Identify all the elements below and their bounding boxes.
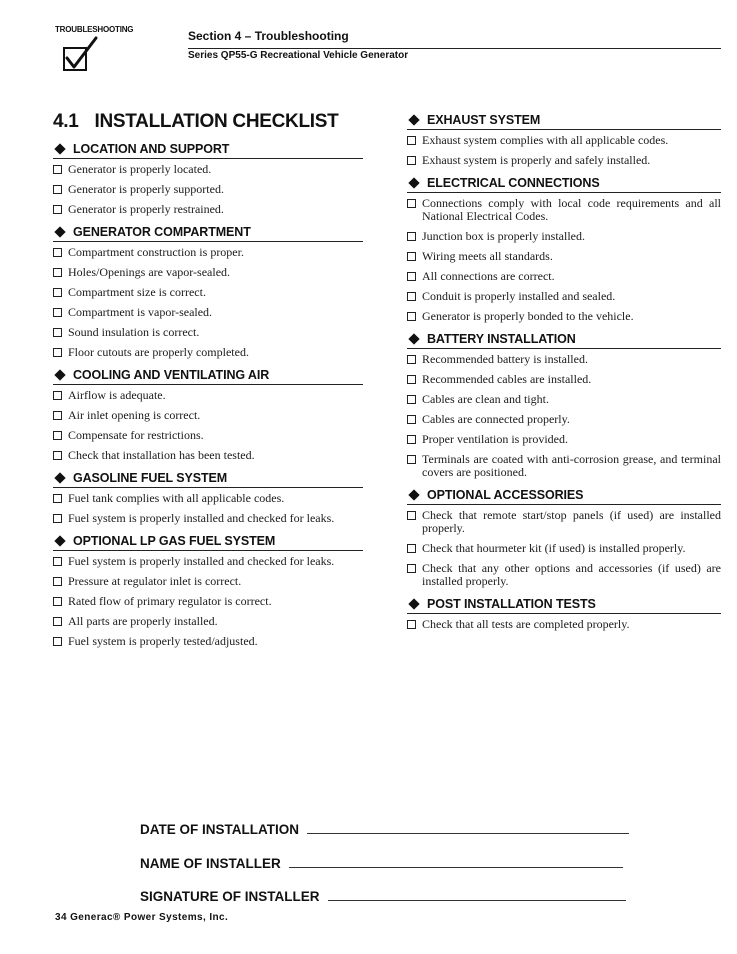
checklist-item [53, 449, 363, 462]
section-optional-lp-gas-fuel-system [53, 534, 363, 648]
diamond-bullet-icon [54, 143, 65, 154]
section-heading-text: BATTERY INSTALLATION [427, 332, 576, 346]
checkbox[interactable] [53, 248, 62, 257]
section-heading-text: POST INSTALLATION TESTS [427, 597, 596, 611]
section-heading [53, 471, 363, 488]
diamond-bullet-icon [408, 598, 419, 609]
left-column [53, 142, 363, 657]
checklist-item-text: Check that remote start/stop panels (if used) are installed properly. [422, 508, 721, 535]
checklist-item-text: Generator is properly restrained. [68, 202, 224, 216]
checklist-item [407, 353, 721, 366]
checklist-item [53, 635, 363, 648]
section-heading-text: GASOLINE FUEL SYSTEM [73, 471, 228, 485]
section-heading [407, 176, 721, 193]
section-exhaust-system [407, 113, 721, 167]
checklist-item-text: Exhaust system complies with all applicable codes. [422, 133, 669, 147]
diamond-bullet-icon [408, 114, 419, 125]
diamond-bullet-icon [54, 369, 65, 380]
section-battery-installation [407, 332, 721, 479]
checklist-item [407, 134, 721, 147]
page-title-text: INSTALLATION CHECKLIST [94, 111, 339, 132]
section-heading-text: ELECTRICAL CONNECTIONS [427, 176, 600, 190]
diamond-bullet-icon [54, 472, 65, 483]
checkbox[interactable] [53, 348, 62, 357]
checklist-item [53, 512, 363, 525]
checkbox[interactable] [53, 288, 62, 297]
section-heading [407, 488, 721, 505]
checklist-item [53, 615, 363, 628]
checklist-item-text: Floor cutouts are properly completed. [68, 345, 249, 359]
right-column [407, 113, 721, 640]
checkbox[interactable] [407, 232, 416, 241]
section-heading-text: COOLING AND VENTILATING AIR [73, 368, 270, 382]
checkbox[interactable] [53, 451, 62, 460]
section-heading [407, 597, 721, 614]
name-of-installer-label: NAME OF INSTALLER [140, 856, 281, 871]
checklist-item-text: Check that all tests are completed properly. [422, 617, 630, 631]
checklist-item [407, 562, 721, 588]
checkbox[interactable] [407, 136, 416, 145]
checklist-item [53, 246, 363, 259]
checkbox[interactable] [53, 617, 62, 626]
section-tab-label: TROUBLESHOOTING [55, 25, 134, 34]
checklist-item [407, 433, 721, 446]
checklist-item [407, 154, 721, 167]
checklist-item-text: Junction box is properly installed. [422, 229, 585, 243]
checklist-item-text: Generator is properly supported. [68, 182, 224, 196]
checklist-item [53, 163, 363, 176]
checklist-item-text: Generator is properly bonded to the vehicle. [422, 309, 634, 323]
checkbox[interactable] [407, 252, 416, 261]
checklist-item-text: Check that hourmeter kit (if used) is installed properly. [422, 541, 686, 555]
checklist-item-text: Proper ventilation is provided. [422, 432, 568, 446]
checklist-item [407, 230, 721, 243]
section-heading-text: LOCATION AND SUPPORT [73, 142, 230, 156]
signature-of-installer-line[interactable] [328, 900, 626, 901]
checklist-item-text: Wiring meets all standards. [422, 249, 553, 263]
checkbox[interactable] [407, 564, 416, 573]
page-footer: 34 Generac® Power Systems, Inc. [55, 912, 229, 923]
section-heading [53, 534, 363, 551]
checklist-item [53, 429, 363, 442]
diamond-bullet-icon [408, 489, 419, 500]
checklist-item [53, 346, 363, 359]
section-heading-text: OPTIONAL ACCESSORIES [427, 488, 584, 502]
section-heading [53, 142, 363, 159]
section-heading-text: GENERATOR COMPARTMENT [73, 225, 251, 239]
checkbox[interactable] [53, 514, 62, 523]
section-heading-text: EXHAUST SYSTEM [427, 113, 541, 127]
checkbox[interactable] [407, 199, 416, 208]
checklist-item-text: Cables are clean and tight. [422, 392, 549, 406]
checklist-item [53, 409, 363, 422]
checklist-item [53, 492, 363, 505]
checklist-item-text: Fuel system is properly installed and checked for leaks. [68, 511, 335, 525]
page-title-number: 4.1 [53, 111, 79, 132]
checkbox[interactable] [407, 455, 416, 464]
checkbox[interactable] [407, 355, 416, 364]
date-of-installation-line[interactable] [307, 833, 629, 834]
checklist-item-text: Check that installation has been tested. [68, 448, 255, 462]
checklist-item [407, 542, 721, 555]
section-optional-accessories [407, 488, 721, 588]
section-electrical-connections [407, 176, 721, 323]
section-generator-compartment [53, 225, 363, 359]
checkbox[interactable] [53, 577, 62, 586]
checklist-item-text: Check that any other options and accessories (if used) are installed properly. [422, 561, 721, 588]
checklist-item [53, 326, 363, 339]
checklist-item [407, 197, 721, 223]
checkbox[interactable] [53, 308, 62, 317]
checklist-item-text: Compartment is vapor-sealed. [68, 305, 213, 319]
section-post-installation-tests [407, 597, 721, 631]
section-heading [53, 368, 363, 385]
name-of-installer-line[interactable] [289, 867, 623, 868]
section-gasoline-fuel-system [53, 471, 363, 525]
diamond-bullet-icon [408, 333, 419, 344]
checklist-item [407, 413, 721, 426]
checkbox[interactable] [407, 312, 416, 321]
date-of-installation-label: DATE OF INSTALLATION [140, 822, 299, 837]
checkbox[interactable] [53, 411, 62, 420]
diamond-bullet-icon [54, 226, 65, 237]
checklist-item-text: Holes/Openings are vapor-sealed. [68, 265, 231, 279]
checkbox[interactable] [53, 597, 62, 606]
section-heading [53, 225, 363, 242]
section-title: Section 4 – Troubleshooting [188, 29, 349, 43]
checklist-item-text: Airflow is adequate. [68, 388, 166, 402]
page-title [53, 111, 338, 133]
checklist-item-text: Exhaust system is properly and safely installed. [422, 153, 651, 167]
checkbox[interactable] [407, 156, 416, 165]
checklist-item [407, 270, 721, 283]
checklist-item-text: Fuel tank complies with all applicable codes. [68, 491, 285, 505]
checklist-item [407, 310, 721, 323]
checklist-item-text: Sound insulation is correct. [68, 325, 200, 339]
checkbox[interactable] [53, 557, 62, 566]
checklist-item [407, 393, 721, 406]
checklist-item-text: Compensate for restrictions. [68, 428, 204, 442]
checklist-item-text: All parts are properly installed. [68, 614, 218, 628]
checklist-item [53, 575, 363, 588]
checklist-item [53, 266, 363, 279]
signature-of-installer-label: SIGNATURE OF INSTALLER [140, 889, 320, 904]
checklist-item-text: Compartment size is correct. [68, 285, 206, 299]
checklist-item [407, 373, 721, 386]
checklist-item [53, 183, 363, 196]
checkbox[interactable] [407, 511, 416, 520]
checklist-item-text: Generator is properly located. [68, 162, 212, 176]
checkbox[interactable] [407, 620, 416, 629]
checkbox[interactable] [53, 328, 62, 337]
checklist-item-text: Recommended cables are installed. [422, 372, 592, 386]
checklist-item [53, 306, 363, 319]
checklist-item [407, 290, 721, 303]
name-of-installer-row [140, 856, 623, 871]
checklist-item [53, 595, 363, 608]
checklist-item [53, 389, 363, 402]
diamond-bullet-icon [54, 535, 65, 546]
checklist-item [407, 250, 721, 263]
checkbox[interactable] [407, 415, 416, 424]
checklist-item-text: Fuel system is properly installed and checked for leaks. [68, 554, 335, 568]
signature-of-installer-row [140, 889, 626, 904]
checklist-item-text: Air inlet opening is correct. [68, 408, 201, 422]
checklist-item-text: Cables are connected properly. [422, 412, 570, 426]
checkbox[interactable] [53, 165, 62, 174]
checkbox[interactable] [53, 205, 62, 214]
series-title: Series QP55-G Recreational Vehicle Generator [188, 50, 409, 61]
section-heading [407, 332, 721, 349]
checklist-item [53, 286, 363, 299]
checklist-item-text: Pressure at regulator inlet is correct. [68, 574, 242, 588]
checkbox[interactable] [53, 185, 62, 194]
checklist-item [53, 203, 363, 216]
section-location-and-support [53, 142, 363, 216]
checklist-item-text: Fuel system is properly tested/adjusted. [68, 634, 258, 648]
checkbox[interactable] [407, 544, 416, 553]
checkbox[interactable] [53, 494, 62, 503]
checklist-item-text: Rated flow of primary regulator is correct. [68, 594, 272, 608]
checkbox[interactable] [407, 272, 416, 281]
section-cooling-and-ventilating-air [53, 368, 363, 462]
diamond-bullet-icon [408, 177, 419, 188]
section-heading-text: OPTIONAL LP GAS FUEL SYSTEM [73, 534, 276, 548]
checklist-item-text: Terminals are coated with anti-corrosion grease, and terminal covers are positioned. [422, 452, 721, 479]
checklist-item-text: Connections comply with local code requirements and all National Electrical Codes. [422, 196, 721, 223]
checklist-item-text: Conduit is properly installed and sealed. [422, 289, 616, 303]
checkbox[interactable] [407, 435, 416, 444]
checklist-item [53, 555, 363, 568]
checklist-item [407, 453, 721, 479]
checklist-item [407, 509, 721, 535]
checkmark-box-icon [60, 36, 102, 74]
checklist-item [407, 618, 721, 631]
date-of-installation-row [140, 822, 629, 837]
section-heading [407, 113, 721, 130]
checkbox[interactable] [407, 395, 416, 404]
checklist-item-text: All connections are correct. [422, 269, 555, 283]
checklist-item-text: Compartment construction is proper. [68, 245, 244, 259]
checklist-item-text: Recommended battery is installed. [422, 352, 588, 366]
checkbox[interactable] [53, 637, 62, 646]
checkbox[interactable] [53, 268, 62, 277]
checkbox[interactable] [407, 292, 416, 301]
checkbox[interactable] [53, 391, 62, 400]
checkbox[interactable] [53, 431, 62, 440]
checkbox[interactable] [407, 375, 416, 384]
header-rule [188, 48, 721, 49]
